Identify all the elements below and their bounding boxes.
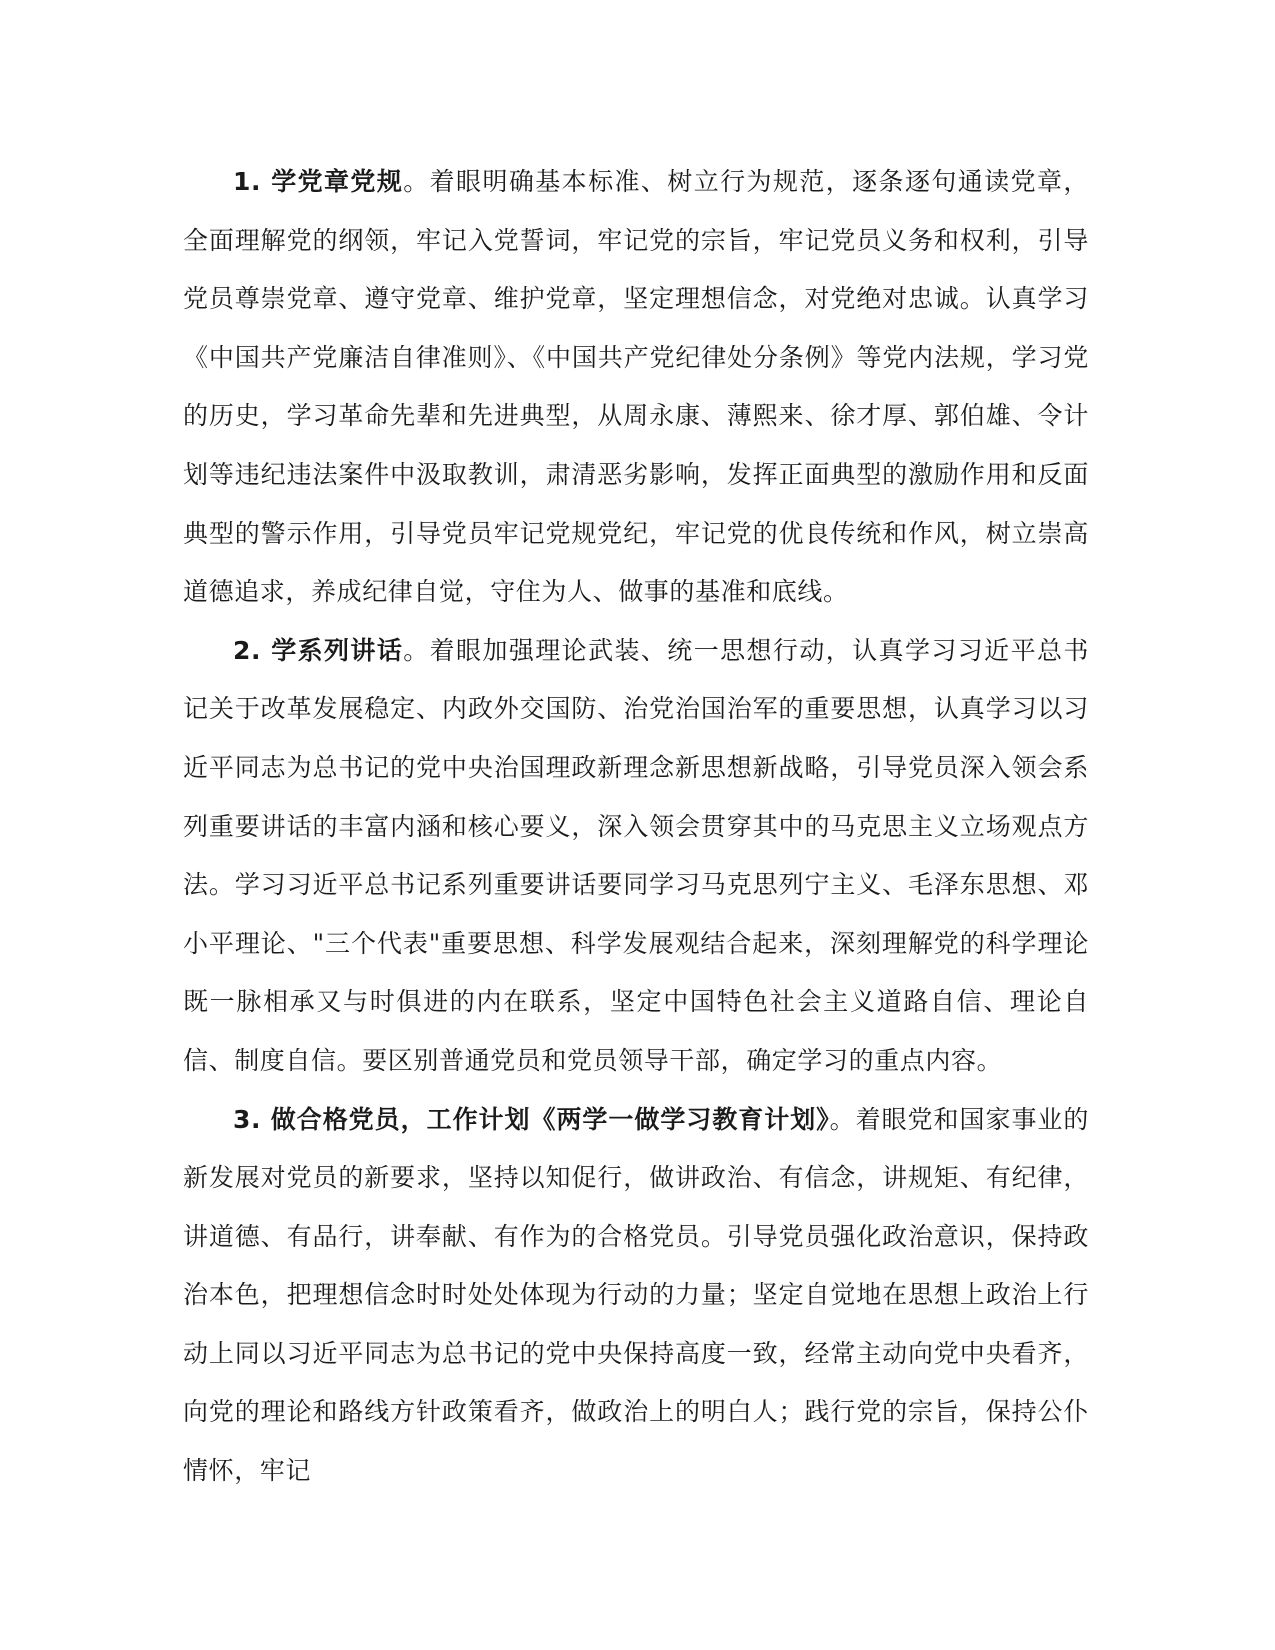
paragraph-1: [183, 153, 1089, 622]
paragraph-3-heading: 3. 做合格党员，工作计划《两学一做学习教育计划》: [233, 1104, 830, 1134]
paragraph-2-text: 。着眼加强理论武装、统一思想行动，认真学习习近平总书记关于改革发展稳定、内政外交国防、治党治国治军的重要思想，认真学习以习近平同志为总书记的党中央治国理政新理念新思想新战略，引导党员深入领会系列重要讲话的丰富内涵和核心要义，深入领会贯穿其中的马克思主义立场观点方法。学习习近平总书记系列重要讲话要同学习马克思列宁主义、毛泽东思想、邓小平理论、"三个代表"重要思想、科学发展观结合起来，深刻理解党的科学理论既一脉相承又与时俱进的内在联系，坚定中国特色社会主义道路自信、理论自信、制度自信。要区别普通党员和党员领导干部，确定学习的重点内容。: [183, 635, 1089, 1075]
paragraph-1-heading: 1. 学党章党规: [233, 167, 404, 196]
document-page: [183, 153, 1089, 1501]
paragraph-3-text: 。着眼党和国家事业的新发展对党员的新要求，坚持以知促行，做讲政治、有信念，讲规矩、有纪律，讲道德、有品行，讲奉献、有作为的合格党员。引导党员强化政治意识，保持政治本色，把理想信念时时处处体现为行动的力量；坚定自觉地在思想上政治上行动上同以习近平同志为总书记的党中央保持高度一致，经常主动向党中央看齐，向党的理论和路线方针政策看齐，做政治上的明白人；践行党的宗旨，保持公仆情怀，牢记: [183, 1104, 1089, 1486]
paragraph-3: [183, 1091, 1089, 1501]
paragraph-1-text: 。着眼明确基本标准、树立行为规范，逐条逐句通读党章，全面理解党的纲领，牢记入党誓词，牢记党的宗旨，牢记党员义务和权利，引导党员尊崇党章、遵守党章、维护党章，坚定理想信念，对党绝对忠诚。认真学习《中国共产党廉洁自律准则》、《中国共产党纪律处分条例》等党内法规，学习党的历史，学习革命先辈和先进典型，从周永康、薄熙来、徐才厚、郭伯雄、令计划等违纪违法案件中汲取教训，肃清恶劣影响，发挥正面典型的激励作用和反面典型的警示作用，引导党员牢记党规党纪，牢记党的优良传统和作风，树立崇高道德追求，养成纪律自觉，守住为人、做事的基准和底线。: [183, 167, 1089, 607]
paragraph-2: [183, 622, 1089, 1091]
paragraph-2-heading: 2. 学系列讲话: [233, 635, 404, 665]
